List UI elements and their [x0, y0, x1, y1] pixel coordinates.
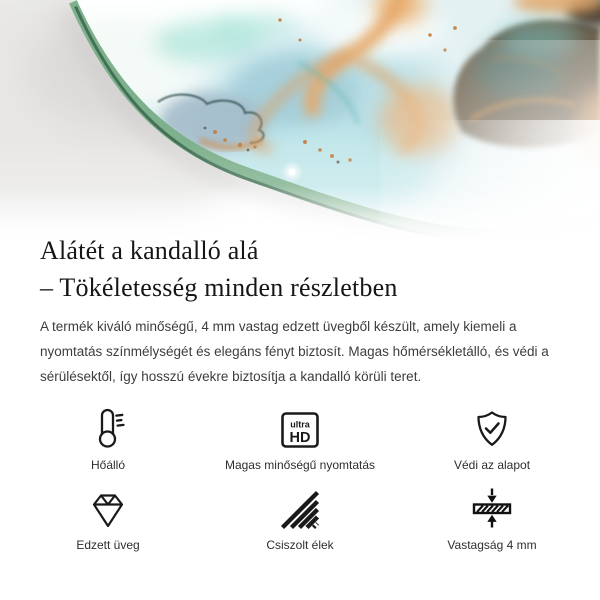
feature-label: Vastagság 4 mm [447, 538, 537, 552]
page-title-line1: Alátét a kandalló alá [40, 236, 259, 265]
shield-check-icon [471, 408, 513, 450]
product-description: A termék kiváló minőségű, 4 mm vastag edzett üvegből készült, amely kiemeli a nyomtatás színmélységét és elegáns fényt biztosít. Magas hőmérsékletálló, és védi a sérülésektől, így hosszú évekre biztosítja a kandalló körüli teret. [40, 319, 549, 384]
feature-label: Csiszolt élek [266, 538, 334, 552]
page-title [40, 232, 580, 306]
feature-tempered-glass [12, 478, 204, 553]
feature-thickness [396, 478, 588, 553]
ultra-hd-badge-bottom: HD [289, 430, 311, 446]
feature-label: Edzett üveg [76, 538, 140, 552]
feature-ultra-hd-print [204, 398, 396, 473]
product-photo [0, 0, 600, 240]
features-grid [12, 398, 588, 553]
ultra-hd-badge-top: ultra [290, 419, 310, 430]
feature-label: Hőálló [90, 458, 126, 472]
feature-heat-resistant [12, 398, 204, 473]
polished-edge-icon [280, 490, 320, 530]
feature-label: Védi az alapot [453, 458, 531, 472]
thermometer-icon [87, 406, 129, 450]
feature-polished-edges [204, 478, 396, 553]
diamond-icon [87, 490, 129, 530]
thickness-icon [470, 486, 514, 530]
feature-protects-base [396, 398, 588, 473]
ultra-hd-icon [280, 410, 320, 450]
feature-label: Magas minőségű nyomtatás [224, 458, 376, 472]
page-title-line2: – Tökéletesség minden részletben [40, 273, 398, 302]
